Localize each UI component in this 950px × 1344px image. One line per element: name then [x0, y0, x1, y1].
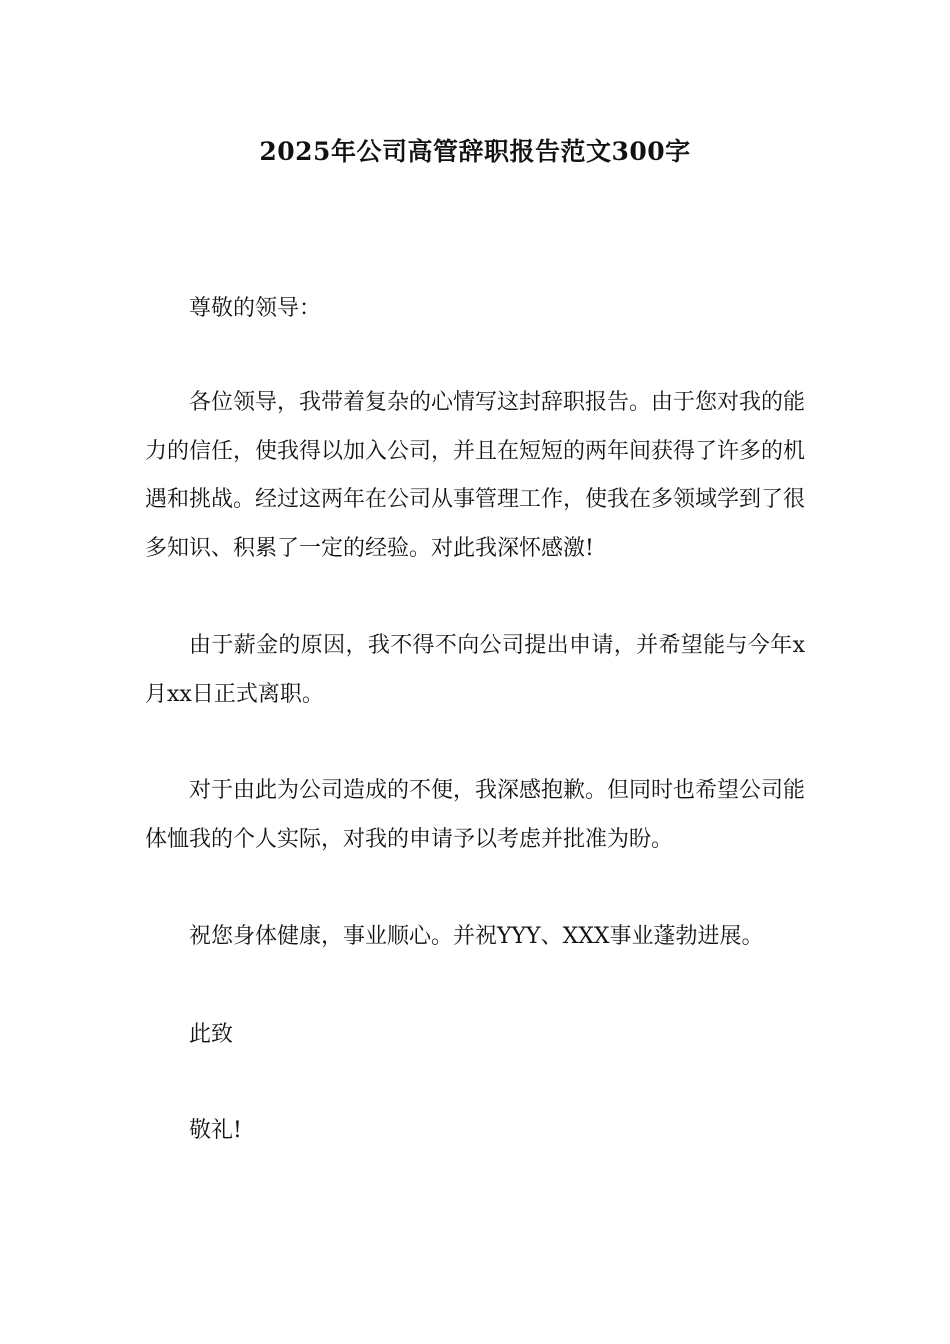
- wishes-paragraph: 祝您身体健康，事业顺心。并祝YYY、XXX事业蓬勃进展。: [189, 924, 764, 949]
- document-title: 2025年公司高管辞职报告范文300字: [259, 137, 691, 166]
- body-paragraph-3: 对于由此为公司造成的不便，我深感抱歉。但同时也希望公司能体恤我的个人实际，对我的申请予以考虑并批准为盼。: [145, 778, 806, 852]
- closing-phrase: 此致: [189, 1022, 234, 1047]
- salutation: 尊敬的领导：: [189, 296, 322, 321]
- body-paragraph-1: 各位领导，我带着复杂的心情写这封辞职报告。由于您对我的能力的信任，使我得以加入公司，并且在短短的两年间获得了许多的机遇和挑战。经过这两年在公司从事管理工作，使我在多领域学到了很多知识、积累了一定的经验。对此我深怀感激!: [145, 390, 806, 561]
- closing-salute: 敬礼!: [189, 1118, 242, 1143]
- body-paragraph-2: 由于薪金的原因，我不得不向公司提出申请，并希望能与今年x月xx日正式离职。: [145, 633, 805, 707]
